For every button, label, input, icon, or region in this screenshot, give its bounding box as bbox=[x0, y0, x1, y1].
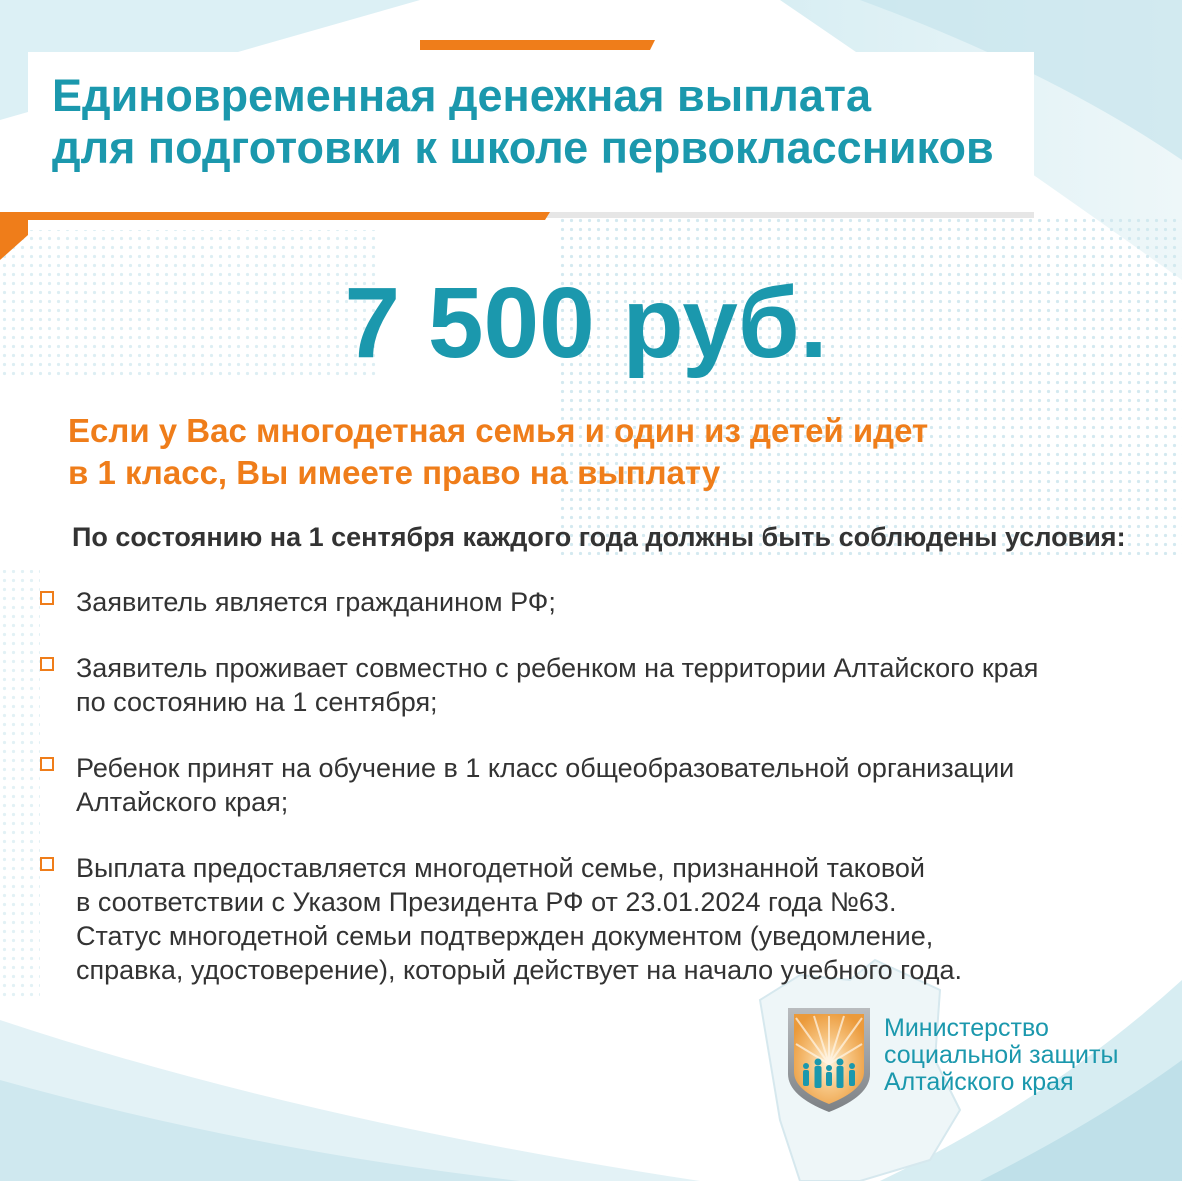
ministry-name-line-3: Алтайского края bbox=[884, 1068, 1074, 1096]
ministry-name-line-1: Министерство bbox=[884, 1014, 1049, 1042]
condition-text bbox=[76, 585, 1120, 619]
condition-line: Алтайского края; bbox=[76, 787, 289, 817]
condition-item bbox=[40, 585, 1120, 619]
square-bullet-icon bbox=[40, 591, 54, 605]
eligibility-line-1: Если у Вас многодетная семья и один из детей идет bbox=[68, 412, 929, 449]
condition-line: Заявитель является гражданином РФ; bbox=[76, 587, 556, 617]
eligibility-statement bbox=[68, 410, 928, 494]
condition-line: Выплата предоставляется многодетной семье, признанной таковой bbox=[76, 853, 925, 883]
payment-amount bbox=[0, 268, 1182, 378]
condition-line: Заявитель проживает совместно с ребенком на территории Алтайского края bbox=[76, 653, 1039, 683]
title-line-1: Единовременная денежная выплата bbox=[52, 70, 871, 121]
condition-text bbox=[76, 651, 1120, 719]
square-bullet-icon bbox=[40, 757, 54, 771]
ministry-name bbox=[884, 1015, 1118, 1096]
title-line-2: для подготовки к школе первоклассников bbox=[52, 122, 994, 173]
condition-item bbox=[40, 851, 1120, 987]
condition-item bbox=[40, 651, 1120, 719]
square-bullet-icon bbox=[40, 657, 54, 671]
conditions-list bbox=[40, 585, 1120, 1019]
ministry-name-line-2: социальной защиты bbox=[884, 1041, 1119, 1069]
eligibility-line-2: в 1 класс, Вы имеете право на выплату bbox=[68, 454, 721, 491]
condition-text bbox=[76, 851, 1120, 987]
condition-line: справка, удостоверение), который действует на начало учебного года. bbox=[76, 955, 963, 985]
condition-line: Статус многодетной семьи подтвержден документом (уведомление, bbox=[76, 921, 934, 951]
condition-item bbox=[40, 751, 1120, 819]
condition-line: в соответствии с Указом Президента РФ от 23.01.2024 года №63. bbox=[76, 887, 897, 917]
conditions-heading: По состоянию на 1 сентября каждого года должны быть соблюдены условия: bbox=[72, 522, 1126, 552]
ministry-emblem-icon bbox=[784, 1004, 874, 1114]
square-bullet-icon bbox=[40, 857, 54, 871]
condition-line: Ребенок принят на обучение в 1 класс общеобразовательной организации bbox=[76, 753, 1015, 783]
condition-line: по состоянию на 1 сентября; bbox=[76, 687, 438, 717]
condition-text bbox=[76, 751, 1120, 819]
page-title bbox=[52, 70, 994, 174]
payment-amount-value: 7 500 руб. bbox=[344, 267, 828, 379]
